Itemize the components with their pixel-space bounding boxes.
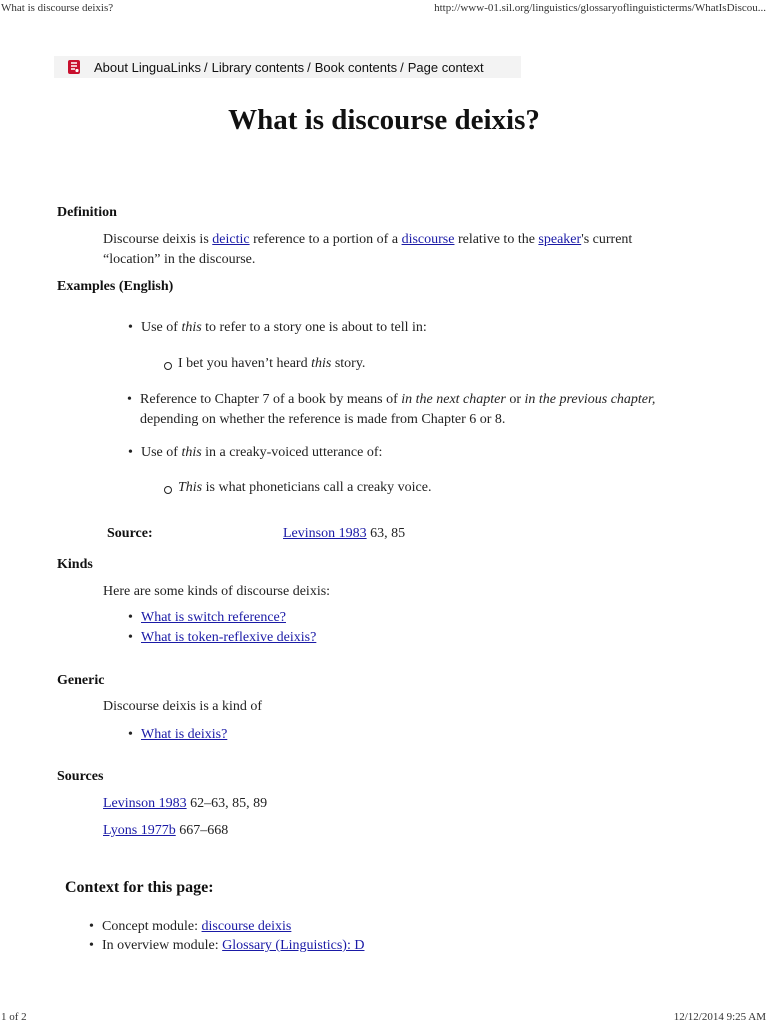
example-text: in a creaky-voiced utterance of:	[201, 445, 383, 460]
nav-separator: /	[400, 59, 404, 75]
context-heading: Context for this page:	[65, 879, 214, 896]
bullet-icon: •	[89, 919, 94, 934]
context-label: In overview module:	[102, 938, 223, 953]
bullet-icon: •	[128, 320, 133, 335]
example-text: story.	[331, 356, 366, 371]
kinds-list-item	[128, 630, 317, 646]
example-subitem	[178, 480, 678, 496]
example-text: depending on whether the reference is made from Chapter 6 or 8.	[140, 412, 506, 427]
source-label: Source:	[107, 526, 153, 541]
link-lyons-1977b[interactable]: Lyons 1977b	[103, 823, 176, 838]
examples-heading: Examples (English)	[57, 279, 174, 294]
example-emphasis: this	[181, 320, 202, 335]
link-levinson-1983[interactable]: Levinson 1983	[283, 526, 367, 541]
nav-about-lingualinks[interactable]: About LinguaLinks	[94, 59, 201, 75]
link-what-is-deixis[interactable]: What is deixis?	[141, 727, 228, 742]
example-item	[128, 320, 701, 336]
example-emphasis: in the next chapter	[401, 392, 506, 407]
context-list-item	[89, 919, 292, 935]
nav-page-context[interactable]: Page context	[407, 59, 484, 75]
source-entry	[103, 823, 228, 839]
breadcrumb-navbar	[54, 56, 521, 78]
book-logo-icon[interactable]	[67, 59, 81, 75]
definition-text-part: Discourse deixis is	[103, 232, 213, 247]
page-title: What is discourse deixis?	[228, 104, 540, 136]
example-item	[128, 445, 701, 461]
definition-text-part: 's current	[581, 232, 633, 247]
link-deictic[interactable]: deictic	[212, 232, 250, 247]
example-text: is what phoneticians call a creaky voice.	[202, 480, 432, 495]
definition-text-part: relative to the	[454, 232, 539, 247]
generic-list-item	[128, 727, 228, 743]
example-emphasis: this	[311, 356, 332, 371]
context-list-item	[89, 938, 365, 954]
link-levinson-1983[interactable]: Levinson 1983	[103, 796, 187, 811]
kinds-intro: Here are some kinds of discourse deixis:	[103, 584, 331, 599]
example-text: to refer to a story one is about to tell in:	[201, 320, 427, 335]
link-concept-discourse-deixis[interactable]: discourse deixis	[201, 919, 292, 934]
print-footer-page: 1 of 2	[1, 1011, 27, 1023]
link-switch-reference[interactable]: What is switch reference?	[141, 610, 286, 625]
example-emphasis: this	[181, 445, 202, 460]
bullet-icon: •	[128, 630, 133, 645]
definition-heading: Definition	[57, 205, 117, 220]
bullet-icon: •	[127, 392, 132, 407]
kinds-heading: Kinds	[57, 557, 93, 572]
definition-text	[103, 230, 723, 270]
generic-intro: Discourse deixis is a kind of	[103, 699, 263, 714]
link-glossary-linguistics-d[interactable]: Glossary (Linguistics): D	[222, 938, 365, 953]
source-pages: 667–668	[175, 823, 229, 838]
source-pages: 62–63, 85, 89	[186, 796, 268, 811]
nav-library-contents[interactable]: Library contents	[211, 59, 305, 75]
bullet-icon: •	[128, 727, 133, 742]
bullet-icon: •	[89, 938, 94, 953]
sources-heading: Sources	[57, 769, 104, 784]
source-entry	[103, 796, 267, 812]
circle-bullet-icon	[164, 486, 172, 494]
circle-bullet-icon	[164, 362, 172, 370]
definition-text-part: reference to a portion of a	[249, 232, 402, 247]
generic-heading: Generic	[57, 673, 105, 688]
example-emphasis: in the previous chapter,	[524, 392, 656, 407]
print-header-url: http://www-01.sil.org/linguistics/glossaryoflinguisticterms/WhatIsDiscou...	[434, 2, 766, 14]
example-text: Use of	[141, 320, 182, 335]
bullet-icon: •	[128, 445, 133, 460]
source-citation	[283, 526, 405, 542]
bullet-icon: •	[128, 610, 133, 625]
source-pages: 63, 85	[366, 526, 406, 541]
definition-text-line2: “location” in the discourse.	[103, 252, 256, 267]
example-emphasis: This	[178, 480, 203, 495]
print-footer-datetime: 12/12/2014 9:25 AM	[673, 1011, 766, 1023]
link-token-reflexive-deixis[interactable]: What is token-reflexive deixis?	[141, 630, 317, 645]
kinds-list-item	[128, 610, 286, 626]
nav-book-contents[interactable]: Book contents	[314, 59, 398, 75]
example-text: Reference to Chapter 7 of a book by means of	[140, 392, 402, 407]
example-item	[127, 390, 700, 430]
example-text: I bet you haven’t heard	[178, 356, 312, 371]
context-label: Concept module:	[102, 919, 202, 934]
link-speaker[interactable]: speaker	[538, 232, 582, 247]
link-discourse[interactable]: discourse	[401, 232, 455, 247]
nav-separator: /	[307, 59, 311, 75]
example-text: or	[505, 392, 525, 407]
print-header-title: What is discourse deixis?	[1, 2, 114, 14]
nav-separator: /	[203, 59, 208, 75]
example-subitem	[178, 356, 678, 372]
example-text: Use of	[141, 445, 182, 460]
